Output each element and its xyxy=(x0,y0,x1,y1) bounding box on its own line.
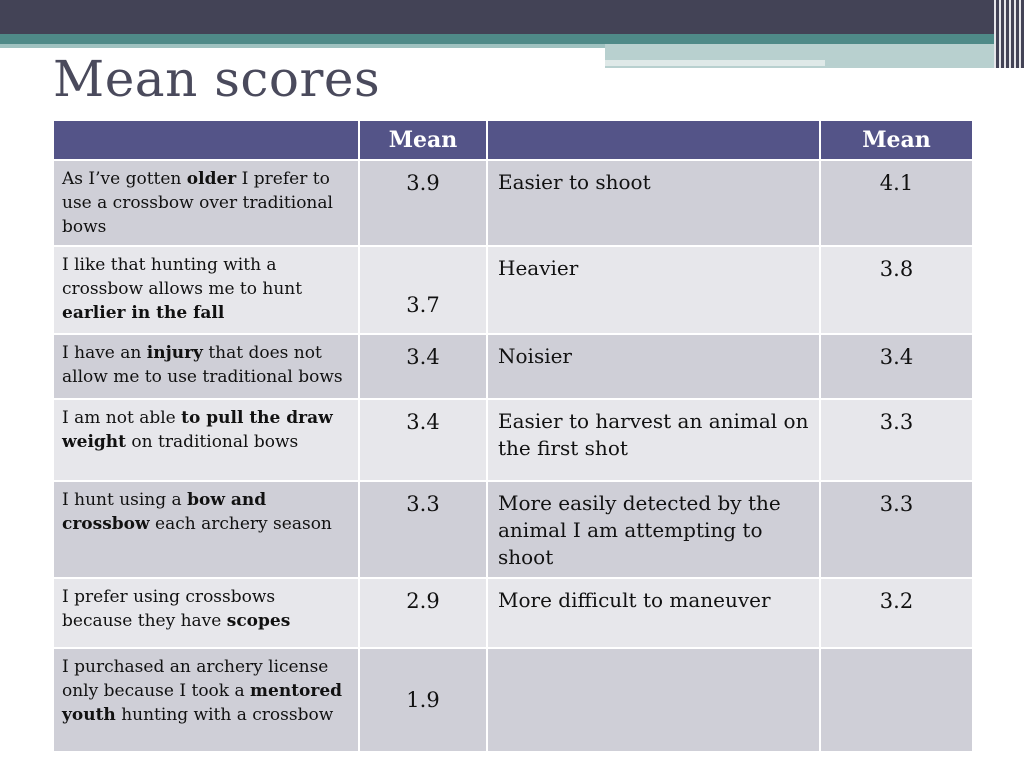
mean-value-1: 3.4 xyxy=(359,399,487,481)
mean-value-1: 3.3 xyxy=(359,481,487,578)
mean-value-2 xyxy=(820,648,973,752)
mean-value-2: 3.3 xyxy=(820,399,973,481)
statement-emphasis: to pull the draw weight xyxy=(62,408,333,452)
statement-emphasis: injury xyxy=(146,343,203,363)
statement-emphasis: mentored youth xyxy=(62,681,343,725)
header-stripes xyxy=(994,0,1024,68)
attribute-cell: Easier to shoot xyxy=(487,160,820,246)
mean-scores-table xyxy=(52,119,974,753)
mean-value-2: 3.8 xyxy=(820,246,973,334)
header-accent-line xyxy=(0,44,605,48)
statement-emphasis: bow and crossbow xyxy=(62,490,267,534)
table-row xyxy=(53,481,973,578)
attribute-cell: Noisier xyxy=(487,334,820,399)
header-statement xyxy=(53,120,359,160)
mean-value-1: 3.7 xyxy=(359,246,487,334)
statement-cell xyxy=(53,578,359,648)
statement-text: I prefer to use a crossbow over traditional bows xyxy=(62,169,333,237)
mean-value-1: 3.9 xyxy=(359,160,487,246)
statement-text: I prefer using crossbows because they have xyxy=(62,587,276,631)
statement-text: As I’ve gotten xyxy=(62,169,187,189)
mean-value-1: 3.4 xyxy=(359,334,487,399)
statement-cell xyxy=(53,334,359,399)
attribute-cell: More easily detected by the animal I am attempting to shoot xyxy=(487,481,820,578)
header-right-band-inner xyxy=(605,60,825,66)
table-row xyxy=(53,246,973,334)
statement-emphasis: scopes xyxy=(226,611,291,631)
statement-cell xyxy=(53,160,359,246)
statement-text: I have an xyxy=(62,343,147,363)
table-header-row xyxy=(53,120,973,160)
statement-text: I like that hunting with a crossbow allows me to hunt xyxy=(62,255,303,299)
statement-cell xyxy=(53,481,359,578)
mean-value-2: 3.2 xyxy=(820,578,973,648)
attribute-cell xyxy=(487,648,820,752)
statement-text: I purchased an archery license only because I took a xyxy=(62,657,329,701)
mean-value-2: 3.3 xyxy=(820,481,973,578)
table-row xyxy=(53,578,973,648)
header-attribute xyxy=(487,120,820,160)
statement-text: I am not able xyxy=(62,408,182,428)
mean-value-1: 1.9 xyxy=(359,648,487,752)
attribute-cell: Easier to harvest an animal on the first shot xyxy=(487,399,820,481)
statement-cell xyxy=(53,399,359,481)
statement-text: that does not allow me to use traditional bows xyxy=(62,343,343,387)
mean-value-1: 2.9 xyxy=(359,578,487,648)
mean-value-2: 3.4 xyxy=(820,334,973,399)
table-row xyxy=(53,334,973,399)
statement-cell xyxy=(53,648,359,752)
table-row xyxy=(53,160,973,246)
statement-text: on traditional bows xyxy=(126,432,299,452)
attribute-cell: Heavier xyxy=(487,246,820,334)
statement-emphasis: older xyxy=(186,169,237,189)
mean-value-2: 4.1 xyxy=(820,160,973,246)
statement-text: each archery season xyxy=(149,514,332,534)
header-mean-2: Mean xyxy=(820,120,973,160)
header-mean-1: Mean xyxy=(359,120,487,160)
statement-text: I hunt using a xyxy=(62,490,188,510)
header-accent-bar xyxy=(0,34,1024,44)
statement-cell xyxy=(53,246,359,334)
attribute-cell: More difficult to maneuver xyxy=(487,578,820,648)
header-bar xyxy=(0,0,1024,34)
slide-title: Mean scores xyxy=(53,50,381,108)
statement-text: hunting with a crossbow xyxy=(115,705,334,725)
statement-emphasis: earlier in the fall xyxy=(62,303,225,323)
table-row xyxy=(53,399,973,481)
table-row xyxy=(53,648,973,752)
